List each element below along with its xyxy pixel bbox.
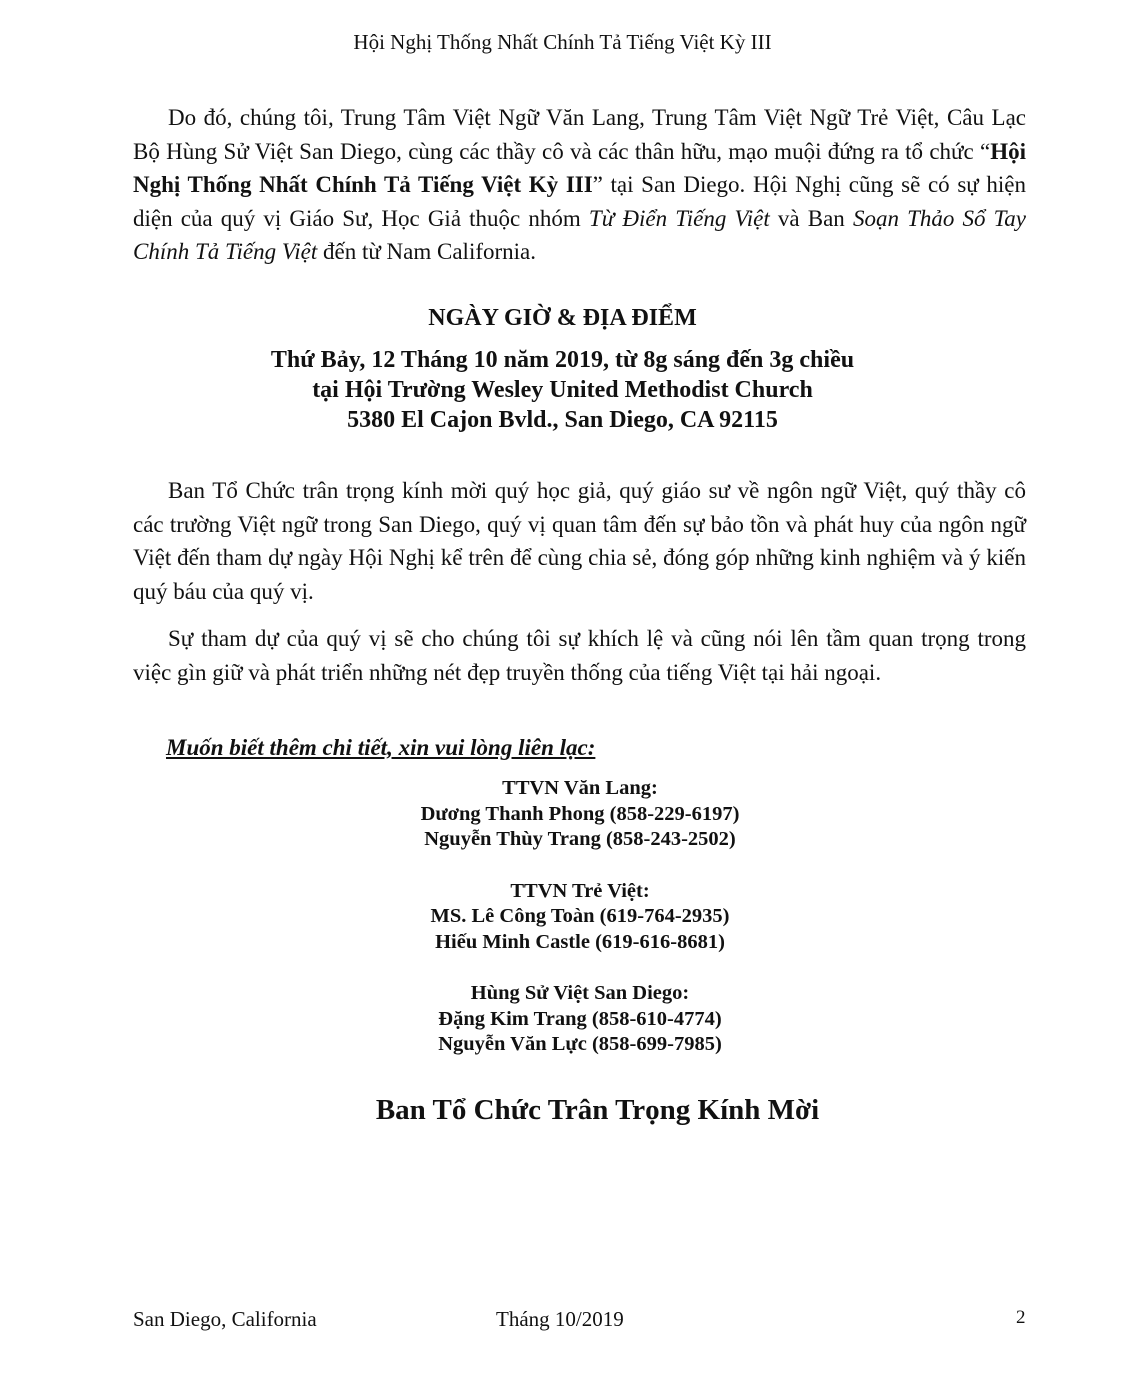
- contact-person: MS. Lê Công Toàn (619-764-2935): [430, 905, 730, 927]
- intro-text-4: đến từ Nam California.: [317, 239, 537, 264]
- footer-date: Tháng 10/2019: [496, 1307, 624, 1331]
- intro-text-2: ” tại San Diego. Hội Nghị cũng sẽ có sự hiện diện của quý vị Giáo Sư, Học Giả thuộc nhóm: [133, 172, 1026, 231]
- page-number: 2: [1016, 1307, 1026, 1328]
- contact-group-hung-su-viet: [0, 981, 1125, 1058]
- schedule-date: Thứ Bảy, 12 Tháng 10 năm 2019, từ 8g sáng đến 3g chiều: [270, 347, 855, 373]
- intro-text-1: Do đó, chúng tôi, Trung Tâm Việt Ngữ Văn Lang, Trung Tâm Việt Ngữ Trẻ Việt, Câu Lạc Bộ Hùng Sử Việt San Diego, cùng các thầy cô và các thân hữu, mạo muội đứng ra tổ chức “: [133, 105, 1026, 164]
- closing-line: Ban Tổ Chức Trân Trọng Kính Mời: [375, 1094, 820, 1126]
- intro-text-3: và Ban: [769, 205, 853, 231]
- contact-org: Hùng Sử Việt San Diego:: [470, 982, 690, 1004]
- contact-group-van-lang: [0, 776, 1125, 853]
- participation-paragraph: Sự tham dự của quý vị sẽ cho chúng tôi sự khích lệ và cũng nói lên tầm quan trọng trong việc gìn giữ và phát triển những nét đẹp truyền thống của tiếng Việt tại hải ngoại.: [133, 626, 1026, 685]
- page-header: Hội Nghị Thống Nhất Chính Tả Tiếng Việt Kỳ III: [353, 30, 772, 54]
- contact-person: Hiếu Minh Castle (619-616-8681): [435, 930, 725, 953]
- contact-person: Nguyễn Văn Lực (858-699-7985): [438, 1033, 722, 1055]
- footer-location: San Diego, California: [133, 1307, 317, 1331]
- contact-person: Nguyễn Thùy Trang (858-243-2502): [424, 828, 736, 850]
- contact-org: TTVN Trẻ Việt:: [510, 879, 650, 902]
- intro-paragraph: [133, 101, 1026, 269]
- contact-person: Dương Thanh Phong (858-229-6197): [420, 802, 740, 825]
- schedule-heading: NGÀY GIỜ & ĐỊA ĐIỂM: [428, 305, 697, 331]
- contact-person: Đặng Kim Trang (858-610-4774): [438, 1007, 722, 1030]
- schedule-details: [0, 345, 1125, 435]
- handbook-committee-name: Soạn Thảo Sổ Tay Chính Tả Tiếng Việt: [133, 205, 1026, 264]
- contact-list: [0, 776, 1125, 1084]
- contact-group-tre-viet: [0, 879, 1125, 956]
- schedule-address: 5380 El Cajon Bvld., San Diego, CA 92115: [347, 407, 778, 433]
- invitation-paragraph: Ban Tổ Chức trân trọng kính mời quý học giả, quý giáo sư về ngôn ngữ Việt, quý thầy cô các trường Việt ngữ trong San Diego, quý vị quan tâm đến sự bảo tồn và phát huy của ngôn ngữ Việt đến tham dự ngày Hội Nghị kể trên để cùng chia sẻ, đóng góp những kinh nghiệm và ý kiến quý báu của quý vị.: [133, 478, 1026, 604]
- conference-name: Hội Nghị Thống Nhất Chính Tả Tiếng Việt Kỳ III: [133, 138, 1026, 197]
- schedule-venue: tại Hội Trường Wesley United Methodist Church: [312, 377, 813, 403]
- contact-title: Muốn biết thêm chi tiết, xin vui lòng liên lạc:: [166, 735, 596, 760]
- contact-org: TTVN Văn Lang:: [502, 777, 658, 799]
- dictionary-group-name: Từ Điển Tiếng Việt: [588, 205, 770, 231]
